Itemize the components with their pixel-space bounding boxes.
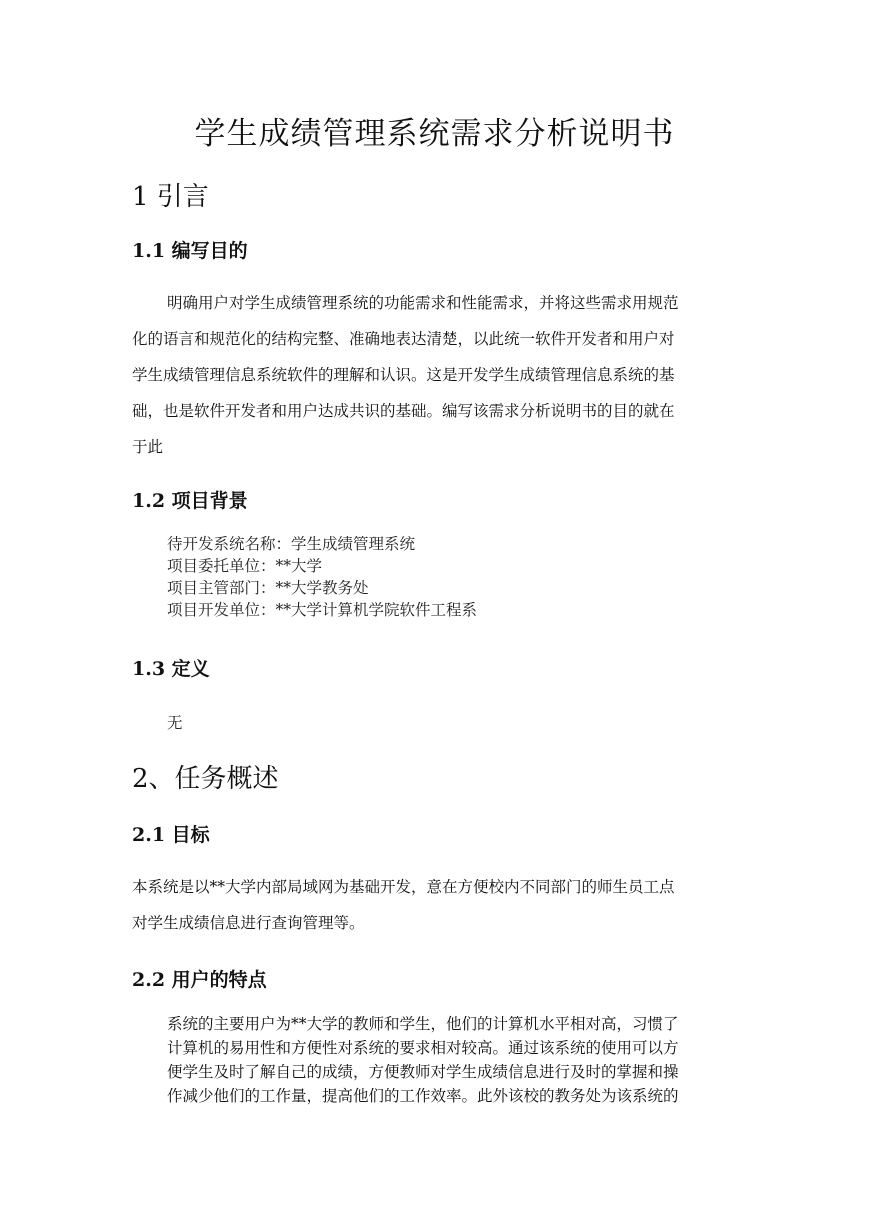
section-heading-definition: 1.3 定义 — [132, 658, 210, 680]
goal-line-1: 本系统是以**大学内部局域网为基础开发，意在方便校内不同部门的师生员工点 — [132, 878, 675, 896]
section-heading-introduction: 1 引言 — [132, 182, 209, 212]
section-heading-goal: 2.1 目标 — [132, 824, 210, 846]
project-background-list — [167, 533, 477, 621]
purpose-line-2: 化的语言和规范化的结构完整、准确地表达清楚，以此统一软件开发者和用户对 — [132, 330, 675, 348]
goal-paragraph — [132, 869, 737, 941]
list-item: 项目委托单位：**大学 — [167, 557, 323, 575]
document-title: 学生成绩管理系统需求分析说明书 — [194, 116, 675, 152]
purpose-paragraph — [132, 285, 737, 465]
user-characteristics-paragraph — [167, 1012, 679, 1108]
section-heading-task-overview: 2、任务概述 — [132, 764, 279, 794]
goal-line-2: 对学生成绩信息进行查询管理等。 — [132, 914, 365, 932]
section-heading-user-characteristics: 2.2 用户的特点 — [132, 969, 267, 991]
purpose-line-4: 础，也是软件开发者和用户达成共识的基础。编写该需求分析说明书的目的就在 — [132, 402, 675, 420]
purpose-line-1: 明确用户对学生成绩管理系统的功能需求和性能需求，并将这些需求用规范 — [167, 294, 679, 312]
user-line-2: 计算机的易用性和方便性对系统的要求相对较高。通过该系统的使用可以方 — [167, 1039, 679, 1057]
list-item: 项目主管部门：**大学教务处 — [167, 579, 369, 597]
purpose-line-5: 于此 — [132, 438, 164, 456]
user-line-3: 便学生及时了解自己的成绩，方便教师对学生成绩信息进行及时的掌握和操 — [167, 1063, 679, 1081]
list-item: 项目开发单位：**大学计算机学院软件工程系 — [167, 601, 478, 619]
user-line-4: 作减少他们的工作量，提高他们的工作效率。此外该校的教务处为该系统的 — [167, 1087, 679, 1105]
definition-text: 无 — [167, 714, 183, 732]
section-heading-background: 1.2 项目背景 — [132, 490, 248, 512]
purpose-line-3: 学生成绩管理信息系统软件的理解和认识。这是开发学生成绩管理信息系统的基 — [132, 366, 675, 384]
user-line-1: 系统的主要用户为**大学的教师和学生，他们的计算机水平相对高，习惯了 — [167, 1015, 679, 1033]
section-heading-purpose: 1.1 编写目的 — [132, 240, 248, 262]
list-item: 待开发系统名称：学生成绩管理系统 — [167, 535, 416, 553]
